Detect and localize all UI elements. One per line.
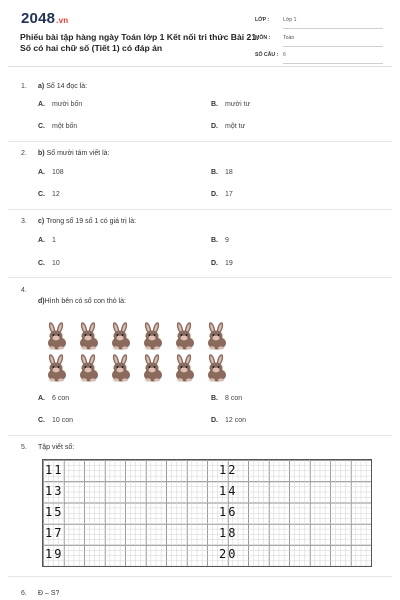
grid-number: 18 (219, 526, 238, 540)
meta-label: SỐ CÂU : (255, 52, 279, 58)
option-letter: C. (38, 123, 45, 130)
question-stem: Số 14 đọc là: (46, 83, 88, 90)
option-letter: A. (38, 169, 45, 176)
rabbit-icon (44, 322, 70, 350)
question-text: Tập viết số: (38, 444, 75, 451)
option-text: 6 con (52, 395, 70, 402)
meta-label: MÔN : (255, 34, 271, 41)
rabbit-icon (140, 322, 166, 350)
option-letter: A. (38, 101, 45, 108)
rabbit-icon (76, 322, 102, 350)
option-letter: C. (38, 260, 45, 267)
option-letter: D. (211, 191, 218, 198)
question-text (38, 150, 110, 157)
option-b[interactable] (211, 237, 229, 244)
worksheet-title: Phiếu bài tập hàng ngày Toán lớp 1 Kết nối tri thức Bài 21. Số có hai chữ số (Tiết 1) có đáp án (20, 32, 259, 53)
meta-value: 6 (283, 52, 286, 58)
question-prefix: b) (38, 150, 45, 157)
meta-label: LỚP : (255, 17, 270, 23)
rabbit-icon (172, 354, 198, 382)
option-b[interactable] (211, 169, 233, 176)
option-a[interactable] (38, 169, 64, 176)
option-b[interactable] (211, 101, 250, 108)
option-d[interactable] (211, 417, 246, 424)
option-text: 1 (52, 237, 56, 244)
option-letter: D. (211, 417, 218, 424)
grid-number: 14 (219, 484, 238, 498)
question-divider (8, 209, 392, 210)
option-text: mười bốn (52, 101, 83, 108)
option-text: 17 (225, 191, 233, 198)
question-divider (8, 141, 392, 142)
question-stem: Số mười tám viết là: (46, 150, 110, 157)
option-text: 12 con (225, 417, 247, 424)
option-text: 19 (225, 260, 233, 267)
meta-value: Toán (283, 34, 295, 41)
option-a[interactable] (38, 237, 56, 244)
question-stem: Hình bên có số con thỏ là: (44, 298, 126, 305)
option-c[interactable] (38, 123, 77, 130)
grid-number: 16 (219, 505, 238, 519)
grid-number: 15 (45, 505, 64, 519)
option-text: 9 (225, 237, 229, 244)
question-number: 2. (21, 150, 27, 157)
logo-domain: .vn (56, 16, 69, 25)
rabbit-icon (204, 322, 230, 350)
question-number: 1. (21, 83, 27, 90)
question-stem: Trong số 19 số 1 có giá trị là: (46, 218, 137, 225)
question-divider (8, 435, 392, 436)
question-divider (8, 277, 392, 278)
question-text (38, 298, 126, 305)
grid-number: 12 (219, 463, 238, 477)
header (0, 0, 400, 62)
option-letter: B. (211, 395, 218, 402)
option-letter: D. (211, 260, 218, 267)
option-text: 18 (225, 169, 233, 176)
header-divider (8, 66, 392, 67)
grid-number: 19 (45, 547, 64, 561)
option-text: 8 con (225, 395, 243, 402)
question-text (38, 218, 136, 225)
option-a[interactable] (38, 101, 82, 108)
grid-number: 13 (45, 484, 64, 498)
rabbit-icon (76, 354, 102, 382)
logo-main: 2048 (21, 10, 56, 27)
meta-row-class (255, 15, 383, 30)
question-prefix: a) (38, 83, 45, 90)
option-d[interactable] (211, 123, 245, 130)
question-number: 5. (21, 444, 27, 451)
rabbit-icon (108, 322, 134, 350)
option-text: mười tư (225, 101, 251, 108)
option-d[interactable] (211, 191, 233, 198)
option-d[interactable] (211, 260, 233, 267)
option-letter: B. (211, 101, 218, 108)
question-text: Đ – S? (38, 590, 60, 597)
option-b[interactable] (211, 395, 242, 402)
option-letter: C. (38, 191, 45, 198)
rabbit-icon (204, 354, 230, 382)
site-logo[interactable] (21, 10, 68, 27)
option-a[interactable] (38, 395, 69, 402)
question-prefix: c) (38, 218, 45, 225)
rabbit-icon (44, 354, 70, 382)
question-number: 3. (21, 218, 27, 225)
meta-underline (283, 28, 383, 29)
rabbit-icon (140, 354, 166, 382)
meta-row-question-count (255, 50, 383, 65)
meta-underline (283, 46, 383, 47)
option-letter: B. (211, 237, 218, 244)
option-text: 10 (52, 260, 60, 267)
option-text: một tư (225, 123, 246, 130)
grid-number: 20 (219, 547, 238, 561)
option-text: 10 con (52, 417, 74, 424)
option-letter: A. (38, 395, 45, 402)
option-c[interactable] (38, 260, 60, 267)
question-text (38, 83, 87, 90)
grid-number: 17 (45, 526, 64, 540)
option-c[interactable] (38, 191, 60, 198)
option-letter: D. (211, 123, 218, 130)
rabbit-icon (172, 322, 198, 350)
option-text: 108 (52, 169, 64, 176)
option-text: một bốn (52, 123, 78, 130)
question-number: 6. (21, 590, 27, 597)
option-letter: A. (38, 237, 45, 244)
meta-value: Lớp 1 (283, 17, 297, 23)
question-prefix: d) (38, 298, 45, 305)
rabbit-illustration (44, 322, 244, 384)
option-letter: B. (211, 169, 218, 176)
meta-row-subject (255, 33, 383, 48)
writing-grid[interactable] (42, 459, 372, 567)
option-letter: C. (38, 417, 45, 424)
grid-number: 11 (45, 463, 64, 477)
meta-info (255, 15, 383, 68)
question-divider (8, 576, 392, 577)
option-text: 12 (52, 191, 60, 198)
rabbit-icon (108, 354, 134, 382)
question-number: 4. (21, 287, 27, 294)
option-c[interactable] (38, 417, 73, 424)
meta-underline (283, 63, 383, 64)
